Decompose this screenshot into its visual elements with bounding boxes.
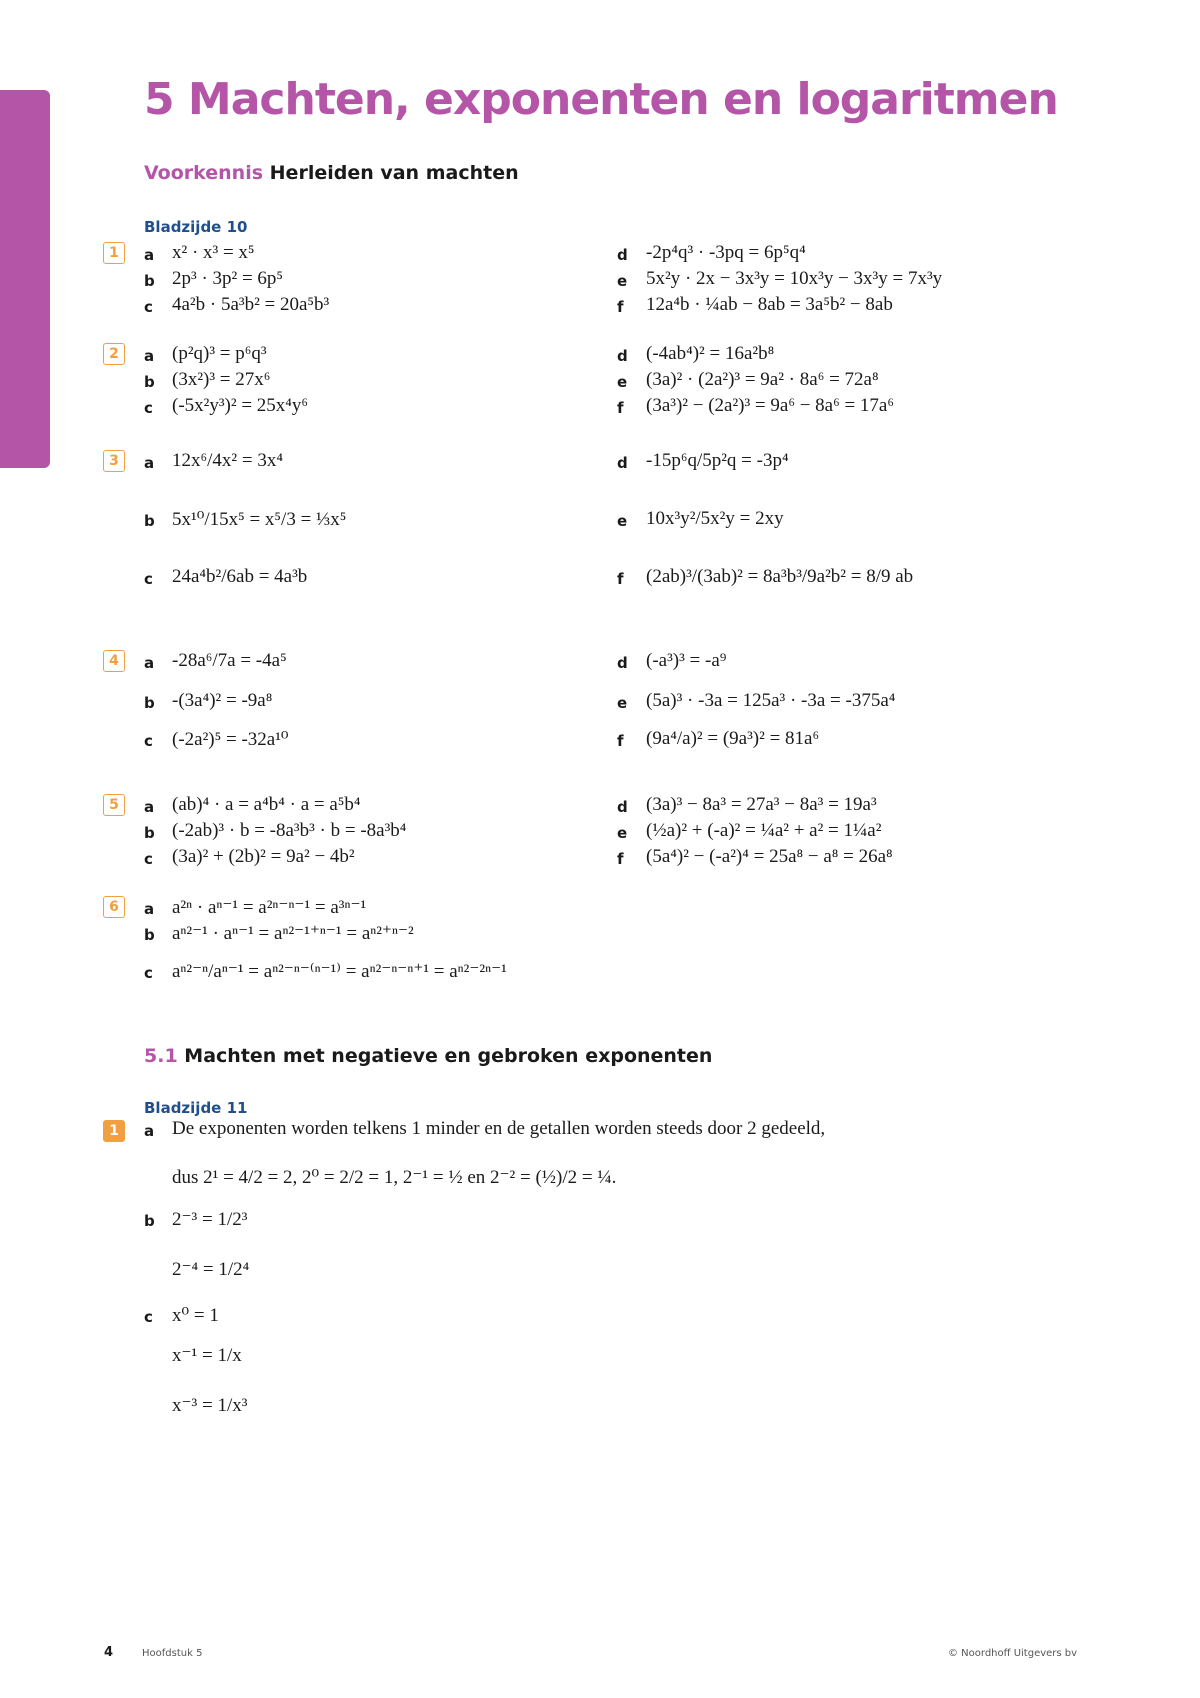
- answer-text: (-2ab)³ · b = -8a³b³ · b = -8a³b⁴: [172, 820, 407, 841]
- chapter-sidebar-tab: [0, 90, 50, 468]
- answer-letter: c: [144, 1308, 153, 1326]
- answer-text: x⁻¹ = 1/x: [172, 1345, 242, 1366]
- answer-letter: b: [144, 694, 155, 712]
- page-number: 4: [104, 1645, 114, 1660]
- exercise-number: 3: [103, 450, 125, 472]
- footer-chapter: Hoofdstuk 5: [142, 1648, 203, 1659]
- answer-letter: e: [617, 272, 628, 290]
- answer-text: -28a⁶/7a = -4a⁵: [172, 650, 287, 671]
- answer-text: (3a)² + (2b)² = 9a² − 4b²: [172, 846, 355, 867]
- answer-letter: b: [144, 1212, 155, 1230]
- answer-letter: b: [144, 272, 155, 290]
- answer-letter: f: [617, 298, 624, 316]
- answer-letter: e: [617, 512, 628, 530]
- answer-letter: a: [144, 246, 155, 264]
- answer-text: (-a³)³ = -a⁹: [646, 650, 727, 671]
- section-title-5-1: [144, 1045, 712, 1067]
- answer-letter: c: [144, 732, 153, 750]
- answer-letter: b: [144, 926, 155, 944]
- answer-letter: b: [144, 824, 155, 842]
- answer-letter: c: [144, 850, 153, 868]
- answer-text: x² · x³ = x⁵: [172, 242, 255, 263]
- answer-text: 5x²y · 2x − 3x³y = 10x³y − 3x³y = 7x³y: [646, 268, 943, 289]
- answer-letter: a: [144, 454, 155, 472]
- answer-text: 4a²b · 5a³b² = 20a⁵b³: [172, 294, 330, 315]
- answer-text: 12x⁶/4x² = 3x⁴: [172, 450, 283, 471]
- answer-text: (3a)³ − 8a³ = 27a³ − 8a³ = 19a³: [646, 794, 877, 815]
- answer-text: aⁿ²⁻ⁿ/aⁿ⁻¹ = aⁿ²⁻ⁿ⁻⁽ⁿ⁻¹⁾ = aⁿ²⁻ⁿ⁻ⁿ⁺¹ = aⁿ²⁻²ⁿ⁻¹: [172, 961, 507, 982]
- answer-letter: f: [617, 570, 624, 588]
- answer-letter: a: [144, 798, 155, 816]
- section-name: Herleiden van machten: [269, 162, 519, 184]
- exercise-number: 1: [103, 242, 125, 264]
- answer-letter: a: [144, 900, 155, 918]
- answer-letter: b: [144, 373, 155, 391]
- answer-text: -(3a⁴)² = -9a⁸: [172, 690, 273, 711]
- answer-text: (2ab)³/(3ab)² = 8a³b³/9a²b² = 8/9 ab: [646, 566, 914, 587]
- answer-letter: e: [617, 824, 628, 842]
- answer-letter: c: [144, 399, 153, 417]
- answer-text: (3x²)³ = 27x⁶: [172, 369, 271, 390]
- answer-text: (ab)⁴ · a = a⁴b⁴ · a = a⁵b⁴: [172, 794, 361, 815]
- answer-text: x⁰ = 1: [172, 1305, 219, 1326]
- answer-text: (9a⁴/a)² = (9a³)² = 81a⁶: [646, 728, 820, 749]
- section-prefix: 5.1: [144, 1045, 178, 1067]
- answer-letter: e: [617, 373, 628, 391]
- answer-letter: d: [617, 246, 628, 264]
- answer-text: a²ⁿ · aⁿ⁻¹ = a²ⁿ⁻ⁿ⁻¹ = a³ⁿ⁻¹: [172, 897, 367, 918]
- section-prefix: Voorkennis: [144, 162, 264, 184]
- answer-text: 2⁻³ = 1/2³: [172, 1209, 248, 1230]
- answer-letter: d: [617, 654, 628, 672]
- answer-text: (5a)³ · -3a = 125a³ · -3a = -375a⁴: [646, 690, 896, 711]
- answer-text: aⁿ²⁻¹ · aⁿ⁻¹ = aⁿ²⁻¹⁺ⁿ⁻¹ = aⁿ²⁺ⁿ⁻²: [172, 923, 414, 944]
- exercise-number: 2: [103, 343, 125, 365]
- page-reference: Bladzijde 10: [144, 218, 248, 236]
- answer-text: x⁻³ = 1/x³: [172, 1395, 248, 1416]
- section-name: Machten met negatieve en gebroken exponenten: [184, 1045, 713, 1067]
- answer-letter: a: [144, 654, 155, 672]
- answer-text: 5x¹⁰/15x⁵ = x⁵/3 = ⅓x⁵: [172, 509, 347, 530]
- answer-letter: b: [144, 512, 155, 530]
- answer-letter: c: [144, 964, 153, 982]
- answer-text: dus 2¹ = 4/2 = 2, 2⁰ = 2/2 = 1, 2⁻¹ = ½ en 2⁻² = (½)/2 = ¼.: [172, 1167, 617, 1188]
- answer-text: 2⁻⁴ = 1/2⁴: [172, 1259, 250, 1280]
- answer-letter: f: [617, 399, 624, 417]
- answer-letter: e: [617, 694, 628, 712]
- chapter-title: 5 Machten, exponenten en logaritmen: [144, 74, 1058, 125]
- answer-text: (3a)² · (2a²)³ = 9a² · 8a⁶ = 72a⁸: [646, 369, 879, 390]
- answer-letter: f: [617, 732, 624, 750]
- answer-text: -2p⁴q³ · -3pq = 6p⁵q⁴: [646, 242, 806, 263]
- answer-text: -15p⁶q/5p²q = -3p⁴: [646, 450, 789, 471]
- answer-text: (-5x²y³)² = 25x⁴y⁶: [172, 395, 309, 416]
- exercise-number: 6: [103, 896, 125, 918]
- answer-text: (-4ab⁴)² = 16a²b⁸: [646, 343, 775, 364]
- answer-letter: a: [144, 347, 155, 365]
- answer-letter: d: [617, 454, 628, 472]
- answer-text: 10x³y²/5x²y = 2xy: [646, 508, 784, 529]
- answer-letter: d: [617, 798, 628, 816]
- answer-letter: a: [144, 1122, 155, 1140]
- exercise-number: 4: [103, 650, 125, 672]
- answer-text: De exponenten worden telkens 1 minder en de getallen worden steeds door 2 gedeeld,: [172, 1118, 826, 1139]
- answer-text: 12a⁴b · ¼ab − 8ab = 3a⁵b² − 8ab: [646, 294, 893, 315]
- answer-text: (3a³)² − (2a²)³ = 9a⁶ − 8a⁶ = 17a⁶: [646, 395, 894, 416]
- answer-text: 24a⁴b²/6ab = 4a³b: [172, 566, 308, 587]
- answer-text: 2p³ · 3p² = 6p⁵: [172, 268, 284, 289]
- answer-text: (-2a²)⁵ = -32a¹⁰: [172, 729, 289, 750]
- answer-letter: f: [617, 850, 624, 868]
- answer-text: (p²q)³ = p⁶q³: [172, 343, 267, 364]
- answer-letter: d: [617, 347, 628, 365]
- page-reference: Bladzijde 11: [144, 1099, 248, 1117]
- answer-letter: c: [144, 570, 153, 588]
- section-title-voorkennis: [144, 162, 519, 184]
- answer-letter: c: [144, 298, 153, 316]
- footer-copyright: © Noordhoff Uitgevers bv: [948, 1648, 1078, 1659]
- exercise-number: 5: [103, 794, 125, 816]
- answer-text: (½a)² + (-a)² = ¼a² + a² = 1¼a²: [646, 820, 882, 841]
- exercise-number: 1: [103, 1120, 125, 1142]
- answer-text: (5a⁴)² − (-a²)⁴ = 25a⁸ − a⁸ = 26a⁸: [646, 846, 893, 867]
